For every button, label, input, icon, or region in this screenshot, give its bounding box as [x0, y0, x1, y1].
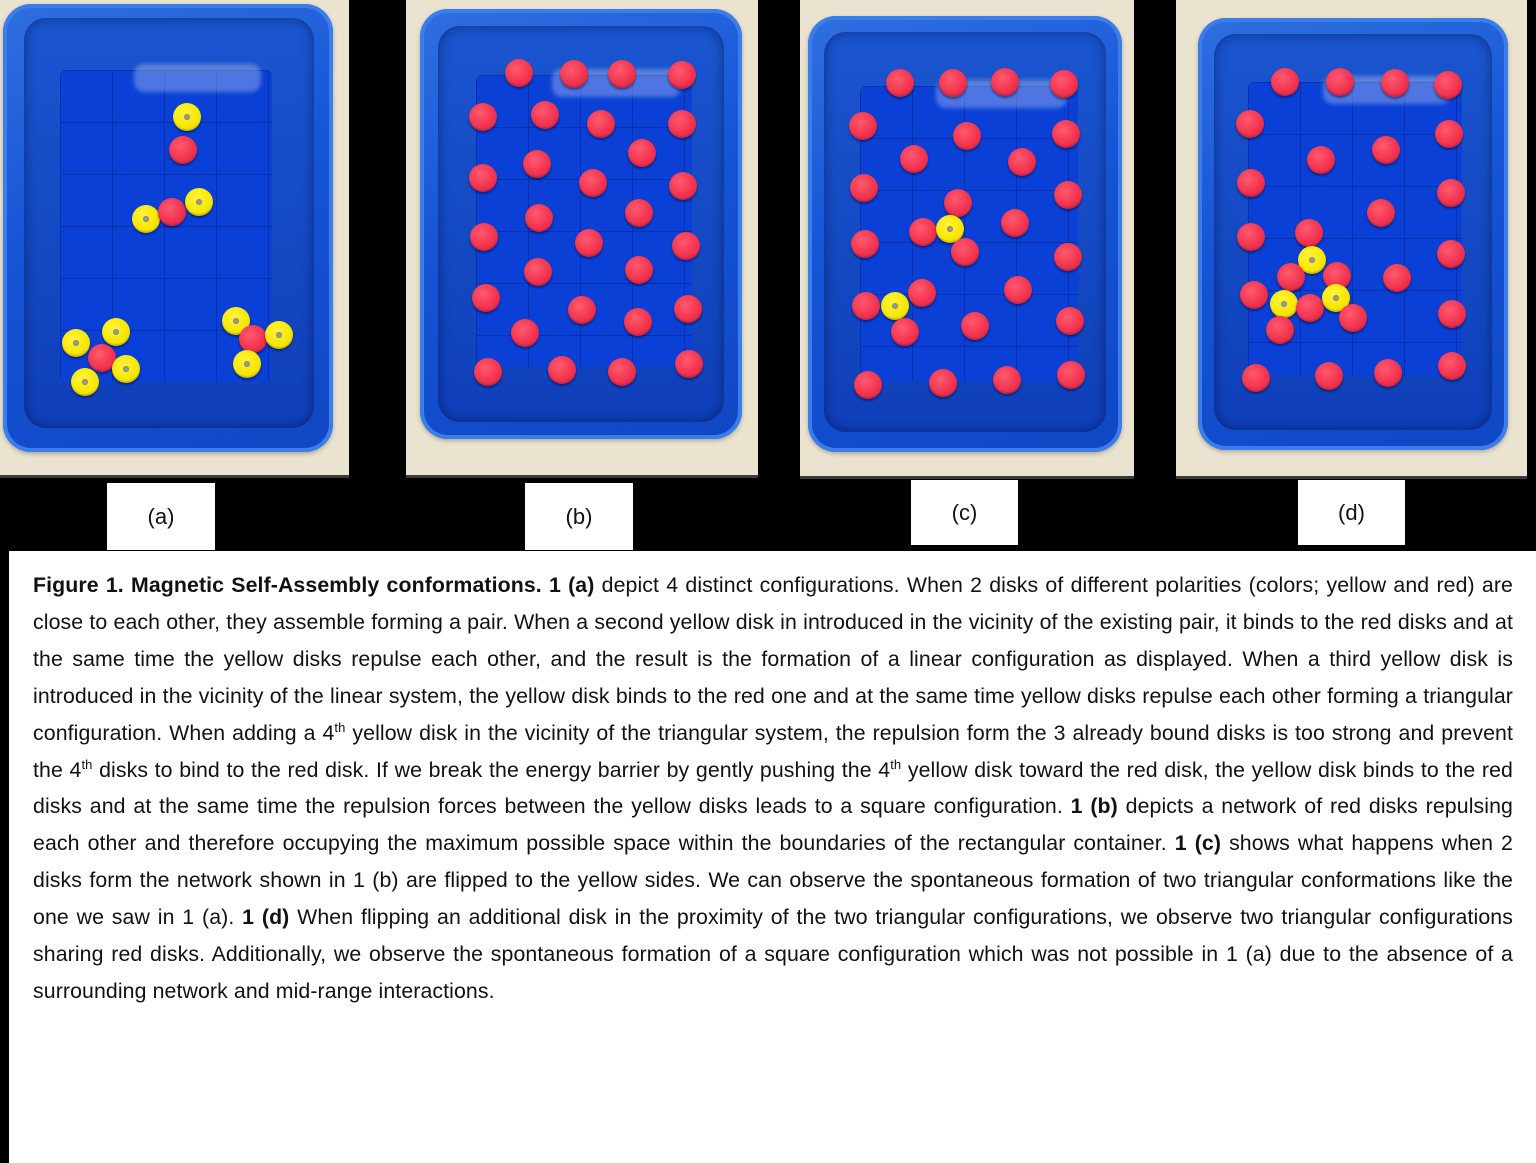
red-magnetic-disk	[1001, 209, 1029, 237]
yellow-magnetic-disk	[132, 205, 160, 233]
red-magnetic-disk	[1372, 136, 1400, 164]
red-magnetic-disk	[1383, 264, 1411, 292]
caption-text	[33, 567, 1513, 1010]
red-magnetic-disk	[1296, 294, 1324, 322]
red-magnetic-disk	[951, 238, 979, 266]
panel-label-b: (b)	[525, 483, 633, 550]
red-magnetic-disk	[1050, 70, 1078, 98]
red-magnetic-disk	[524, 258, 552, 286]
red-magnetic-disk	[993, 366, 1021, 394]
yellow-magnetic-disk	[1270, 290, 1298, 318]
caption-text-7: When flipping an additional disk in the proximity of the two triangular configurations, we observe two triangular configurations sharing red disks. Additionally, we observe the spontaneous formation of a square configuration which was not possible in 1 (a) due to the absence of a surrounding network and mid-range interactions.	[33, 905, 1513, 1003]
yellow-magnetic-disk	[112, 355, 140, 383]
red-magnetic-disk	[1052, 120, 1080, 148]
red-magnetic-disk	[1434, 71, 1462, 99]
red-magnetic-disk	[668, 110, 696, 138]
red-magnetic-disk	[548, 356, 576, 384]
red-magnetic-disk	[169, 136, 197, 164]
yellow-magnetic-disk	[173, 103, 201, 131]
red-magnetic-disk	[469, 164, 497, 192]
red-magnetic-disk	[944, 189, 972, 217]
red-magnetic-disk	[1054, 181, 1082, 209]
red-magnetic-disk	[1054, 243, 1082, 271]
red-magnetic-disk	[474, 358, 502, 386]
photo-panel-d	[1176, 0, 1527, 479]
red-magnetic-disk	[625, 199, 653, 227]
panel-label-d: (d)	[1298, 480, 1405, 545]
red-magnetic-disk	[1339, 304, 1367, 332]
red-magnetic-disk	[908, 279, 936, 307]
photo-bottom-edge	[800, 476, 1134, 479]
red-magnetic-disk	[1315, 362, 1343, 390]
red-magnetic-disk	[1438, 352, 1466, 380]
red-magnetic-disk	[991, 68, 1019, 96]
red-magnetic-disk	[1367, 199, 1395, 227]
red-magnetic-disk	[469, 103, 497, 131]
caption-text-5: depicts a network of red disks repulsing each other and therefore occupying the maximum possible space within the boundaries of the rectangular container.	[33, 794, 1513, 856]
caption-title: Figure 1. Magnetic Self-Assembly conformations.	[33, 573, 542, 597]
red-magnetic-disk	[1271, 68, 1299, 96]
red-magnetic-disk	[1237, 223, 1265, 251]
yellow-magnetic-disk	[62, 329, 90, 357]
red-magnetic-disk	[852, 292, 880, 320]
red-magnetic-disk	[608, 60, 636, 88]
red-magnetic-disk	[1236, 110, 1264, 138]
red-magnetic-disk	[625, 256, 653, 284]
red-magnetic-disk	[1326, 68, 1354, 96]
red-magnetic-disk	[672, 232, 700, 260]
caption-ref-c: 1 (c)	[1174, 831, 1222, 856]
red-magnetic-disk	[1056, 307, 1084, 335]
caption-text-2: yellow disk in the vicinity of the triangular system, the repulsion form the 3 already bound disks is too strong and prevent the 4	[33, 720, 1514, 782]
panel-label-c: (c)	[911, 480, 1018, 545]
red-magnetic-disk	[1295, 219, 1323, 247]
red-magnetic-disk	[1307, 146, 1335, 174]
red-magnetic-disk	[891, 318, 919, 346]
red-magnetic-disk	[1057, 361, 1085, 389]
red-magnetic-disk	[560, 60, 588, 88]
red-magnetic-disk	[1374, 359, 1402, 387]
yellow-magnetic-disk	[881, 292, 909, 320]
panel-label-a: (a)	[107, 483, 215, 550]
red-magnetic-disk	[849, 112, 877, 140]
red-magnetic-disk	[1437, 240, 1465, 268]
red-magnetic-disk	[568, 296, 596, 324]
red-magnetic-disk	[523, 150, 551, 178]
red-magnetic-disk	[525, 204, 553, 232]
red-magnetic-disk	[472, 284, 500, 312]
red-magnetic-disk	[939, 69, 967, 97]
red-magnetic-disk	[1438, 300, 1466, 328]
caption-text-6: shows what happens when 2 disks form the network shown in 1 (b) are flipped to the yellow sides. We can observe the spontaneous formation of two triangular conformations like the one we saw in 1 (a).	[33, 831, 1513, 930]
yellow-magnetic-disk	[265, 321, 293, 349]
caption-sup-3: th	[890, 756, 902, 772]
caption-text-3: disks to bind to the red disk. If we break the energy barrier by gently pushing the 4	[92, 757, 891, 782]
red-magnetic-disk	[1008, 148, 1036, 176]
caption-sup-1: th	[334, 719, 346, 735]
red-magnetic-disk	[628, 139, 656, 167]
red-magnetic-disk	[470, 223, 498, 251]
red-magnetic-disk	[608, 358, 636, 386]
red-magnetic-disk	[624, 308, 652, 336]
photo-bottom-edge	[406, 475, 758, 478]
red-magnetic-disk	[953, 122, 981, 150]
yellow-magnetic-disk	[102, 318, 130, 346]
caption-ref-d: 1 (d)	[242, 905, 290, 930]
red-magnetic-disk	[1437, 179, 1465, 207]
yellow-magnetic-disk	[185, 188, 213, 216]
yellow-magnetic-disk	[233, 350, 261, 378]
red-magnetic-disk	[158, 198, 186, 226]
red-magnetic-disk	[239, 325, 267, 353]
red-magnetic-disk	[505, 59, 533, 87]
red-magnetic-disk	[900, 145, 928, 173]
caption-text-1: depict 4 distinct configurations. When 2 disks of different polarities (colors; yellow and red) are close to each other, they assemble forming a pair. When a second yellow disk in introduced in the vicinity of the existing pair, it binds to the red disks and at the same time the yellow disks repulse each other, and the result is the formation of a linear configuration as displayed. When a third yellow disk is introduced in the vicinity of the linear system, the yellow disk binds to the red one and at the same time yellow disks repulse each other forming a triangular configuration. When adding a 4	[33, 573, 1513, 745]
water-reflection	[134, 64, 261, 92]
red-magnetic-disk	[961, 312, 989, 340]
photo-bottom-edge	[0, 475, 349, 478]
photo-panel-a	[0, 0, 349, 478]
red-magnetic-disk	[1237, 169, 1265, 197]
photo-panel-b	[406, 0, 758, 478]
red-magnetic-disk	[850, 174, 878, 202]
red-magnetic-disk	[587, 110, 615, 138]
caption-sup-2: th	[81, 756, 93, 772]
photo-bottom-edge	[1176, 476, 1527, 479]
red-magnetic-disk	[674, 295, 702, 323]
red-magnetic-disk	[1277, 263, 1305, 291]
red-magnetic-disk	[1004, 276, 1032, 304]
red-magnetic-disk	[669, 172, 697, 200]
red-magnetic-disk	[886, 69, 914, 97]
red-magnetic-disk	[579, 169, 607, 197]
yellow-magnetic-disk	[71, 368, 99, 396]
red-magnetic-disk	[1266, 316, 1294, 344]
red-magnetic-disk	[1435, 120, 1463, 148]
red-magnetic-disk	[511, 319, 539, 347]
red-magnetic-disk	[531, 101, 559, 129]
red-magnetic-disk	[909, 218, 937, 246]
photo-panel-c	[800, 0, 1134, 479]
red-magnetic-disk	[1242, 364, 1270, 392]
caption-text-4: yellow disk toward the red disk, the yellow disk binds to the red disks and at the same time the repulsion forces between the yellow disks leads to a square configuration.	[33, 757, 1513, 819]
red-magnetic-disk	[575, 229, 603, 257]
red-magnetic-disk	[1240, 281, 1268, 309]
caption-ref-b: 1 (b)	[1070, 794, 1118, 819]
red-magnetic-disk	[854, 371, 882, 399]
red-magnetic-disk	[675, 350, 703, 378]
red-magnetic-disk	[929, 369, 957, 397]
red-magnetic-disk	[668, 61, 696, 89]
figure-caption	[9, 551, 1536, 1163]
red-magnetic-disk	[1381, 69, 1409, 97]
red-magnetic-disk	[851, 230, 879, 258]
caption-ref-a: 1 (a)	[548, 573, 595, 597]
